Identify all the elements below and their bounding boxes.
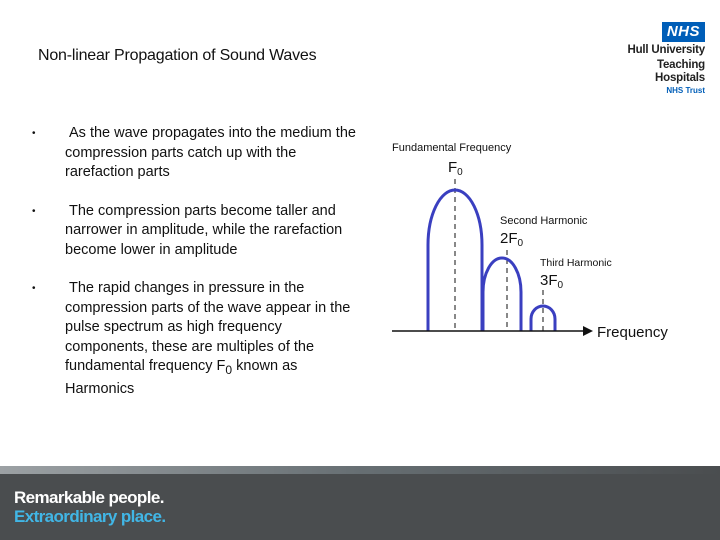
bullet-marker: •	[32, 283, 36, 294]
nhs-trust-logo	[605, 22, 705, 96]
footer-gradient-band	[0, 466, 720, 474]
tagline-line2: Extraordinary place.	[14, 507, 166, 526]
bullet-marker: •	[32, 205, 36, 217]
tagline-line1: Remarkable people.	[14, 488, 164, 507]
bullet-text: The rapid changes in pressure in the compression parts of the wave appear in the pulse spectrum as high frequency components, these are multiples of the fundamental frequency $F_0$ known as Harmonics	[65, 280, 351, 398]
bullet-list	[28, 124, 363, 419]
subscript-zero: 0	[225, 362, 233, 377]
bullet-item	[28, 279, 363, 400]
bullet-text: The compression parts become taller and narrower in amplitude, while the rarefaction become lower in amplitude	[65, 202, 343, 258]
third-harmonic-symbol: $3F_0$	[540, 272, 564, 291]
footer-tagline	[14, 488, 165, 526]
fundamental-label: Fundamental Frequency	[392, 142, 512, 154]
harmonics-spectrum-diagram	[388, 135, 698, 355]
nhs-badge: NHS	[662, 22, 705, 42]
logo-trust: NHS Trust	[666, 86, 705, 95]
frequency-axis-arrowhead	[583, 326, 593, 336]
logo-org-line1: Hull University	[627, 44, 705, 56]
second-harmonic-label: Second Harmonic	[500, 215, 588, 227]
bullet-item	[28, 124, 363, 183]
bullet-marker: •	[32, 128, 36, 139]
logo-org-line2: Teaching Hospitals	[655, 59, 705, 84]
second-harmonic-lobe	[483, 258, 521, 331]
fundamental-symbol: $F_0$	[448, 159, 463, 178]
third-harmonic-label: Third Harmonic	[540, 257, 612, 269]
slide-title: Non-linear Propagation of Sound Waves	[38, 47, 317, 64]
bullet-text: As the wave propagates into the medium the compression parts catch up with the rarefaction parts	[65, 125, 356, 180]
frequency-axis-label: Frequency	[597, 324, 668, 341]
bullet-item	[28, 202, 363, 261]
second-harmonic-symbol: $2F_0$	[500, 230, 524, 249]
